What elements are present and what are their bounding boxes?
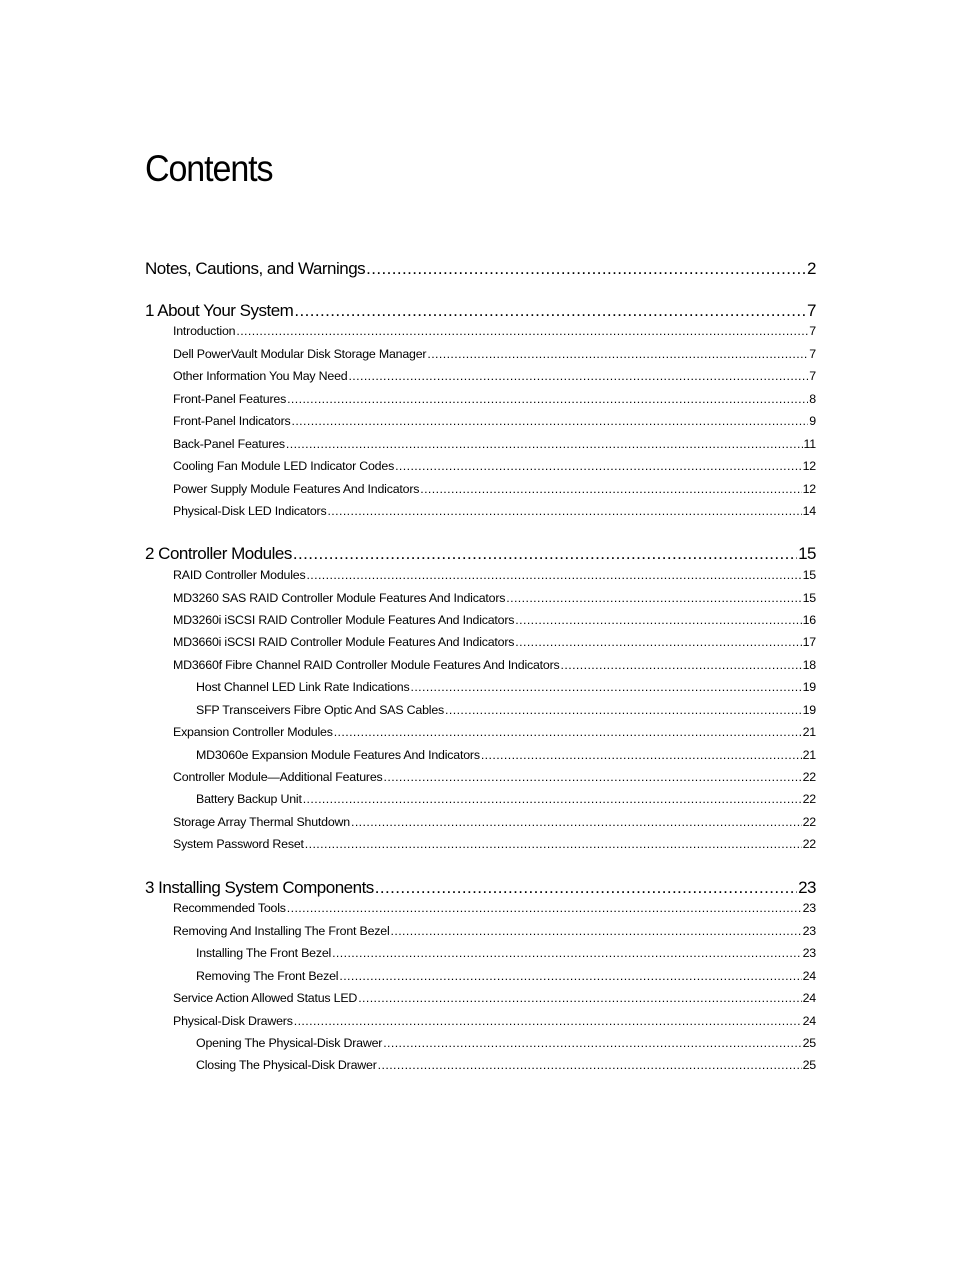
- toc-entry-label: System Password Reset: [173, 837, 304, 851]
- toc-entry-label: 3 Installing System Components: [145, 878, 374, 897]
- dot-leader: [506, 590, 801, 607]
- toc-entry-label: Cooling Fan Module LED Indicator Codes: [173, 459, 395, 473]
- toc-entry-page-number: 15: [798, 544, 816, 563]
- page-title: Contents: [145, 148, 273, 189]
- dot-leader: [515, 612, 801, 629]
- toc-entry[interactable]: [173, 368, 816, 385]
- toc-entry-page-number: 7: [807, 301, 816, 320]
- toc-entry-label: Service Action Allowed Status LED: [173, 991, 358, 1005]
- dot-leader: [334, 724, 802, 741]
- dot-leader: [427, 346, 808, 363]
- toc-entry[interactable]: [173, 836, 816, 853]
- toc-entry-page-number: 9: [809, 414, 816, 428]
- dot-leader: [294, 1013, 802, 1030]
- dot-leader: [411, 679, 802, 696]
- toc-entry-page-number: 25: [802, 1058, 816, 1072]
- toc-entry-label: Removing The Front Bezel: [196, 969, 339, 983]
- dot-leader: [236, 323, 808, 340]
- toc-entry-label: 1 About Your System: [145, 301, 294, 320]
- dot-leader: [332, 945, 802, 962]
- toc-entry-page-number: 23: [802, 924, 816, 938]
- toc-entry-label: Dell PowerVault Modular Disk Storage Manager: [173, 347, 427, 361]
- toc-entry-label: Battery Backup Unit: [196, 792, 302, 806]
- toc-entry-page-number: 7: [809, 347, 816, 361]
- dot-leader: [481, 747, 802, 764]
- toc-entry[interactable]: [196, 1035, 816, 1052]
- toc-entry[interactable]: [173, 724, 816, 741]
- dot-leader: [395, 458, 802, 475]
- toc-entry-page-number: 22: [802, 837, 816, 851]
- toc-entry-page-number: 12: [802, 482, 816, 496]
- toc-entry-label: Controller Module—Additional Features: [173, 770, 383, 784]
- toc-entry[interactable]: [173, 413, 816, 430]
- toc-chapter-entry[interactable]: [145, 300, 816, 322]
- toc-entry-page-number: 2: [807, 259, 816, 278]
- toc-entry[interactable]: [173, 346, 816, 363]
- toc-entry[interactable]: [173, 814, 816, 831]
- toc-entry-page-number: 22: [802, 770, 816, 784]
- toc-entry[interactable]: [173, 567, 816, 584]
- toc-entry[interactable]: [196, 1057, 816, 1074]
- dot-leader: [420, 481, 801, 498]
- toc-entry[interactable]: [173, 612, 816, 629]
- dot-leader: [351, 814, 802, 831]
- toc-entry-page-number: 14: [802, 504, 816, 518]
- toc-entry-page-number: 25: [802, 1036, 816, 1050]
- toc-entry-label: Physical-Disk Drawers: [173, 1014, 293, 1028]
- toc-entry[interactable]: [173, 769, 816, 786]
- toc-entry-label: Back-Panel Features: [173, 437, 285, 451]
- toc-entry-label: MD3260 SAS RAID Controller Module Features And Indicators: [173, 591, 506, 605]
- toc-entry[interactable]: [173, 923, 816, 940]
- dot-leader: [378, 1057, 802, 1074]
- toc-entry[interactable]: [196, 679, 816, 696]
- dot-leader: [515, 634, 801, 651]
- dot-leader: [339, 968, 801, 985]
- toc-entry[interactable]: [173, 503, 816, 520]
- toc-entry-label: Front-Panel Features: [173, 392, 287, 406]
- dot-leader: [287, 391, 808, 408]
- toc-entry-label: Expansion Controller Modules: [173, 725, 333, 739]
- toc-entry-page-number: 23: [802, 946, 816, 960]
- toc-entry[interactable]: [196, 791, 816, 808]
- toc-chapter-entry[interactable]: [145, 543, 816, 565]
- toc-entry-page-number: 23: [802, 901, 816, 915]
- toc-entry[interactable]: [173, 436, 816, 453]
- toc-entry-page-number: 12: [802, 459, 816, 473]
- toc-entry-page-number: 24: [802, 1014, 816, 1028]
- toc-entry-page-number: 16: [802, 613, 816, 627]
- dot-leader: [391, 923, 802, 940]
- dot-leader: [445, 702, 802, 719]
- toc-entry[interactable]: [173, 900, 816, 917]
- toc-entry[interactable]: [196, 702, 816, 719]
- toc-entry[interactable]: [173, 1013, 816, 1030]
- toc-entry-page-number: 22: [802, 815, 816, 829]
- toc-entry-label: Power Supply Module Features And Indicators: [173, 482, 420, 496]
- dot-leader: [366, 258, 806, 280]
- toc-entry-label: 2 Controller Modules: [145, 544, 292, 563]
- toc-entry[interactable]: [173, 590, 816, 607]
- dot-leader: [287, 900, 802, 917]
- toc-entry-label: SFP Transceivers Fibre Optic And SAS Cables: [196, 703, 445, 717]
- toc-entry[interactable]: [196, 747, 816, 764]
- dot-leader: [303, 791, 802, 808]
- toc-entry-label: MD3660f Fibre Channel RAID Controller Module Features And Indicators: [173, 658, 560, 672]
- toc-chapter-entry[interactable]: [145, 877, 816, 899]
- dot-leader: [358, 990, 801, 1007]
- toc-entry-label: Physical-Disk LED Indicators: [173, 504, 327, 518]
- toc-entry[interactable]: [173, 323, 816, 340]
- toc-entry[interactable]: [173, 391, 816, 408]
- dot-leader: [561, 657, 802, 674]
- toc-entry-page-number: 18: [802, 658, 816, 672]
- toc-entry-page-number: 23: [798, 878, 816, 897]
- toc-entry-label: RAID Controller Modules: [173, 568, 306, 582]
- toc-entry-label: Installing The Front Bezel: [196, 946, 332, 960]
- dot-leader: [286, 436, 803, 453]
- toc-entry-page-number: 22: [802, 792, 816, 806]
- toc-entry-label: Host Channel LED Link Rate Indications: [196, 680, 410, 694]
- toc-entry[interactable]: [196, 945, 816, 962]
- dot-leader: [327, 503, 801, 520]
- toc-entry-label: MD3260i iSCSI RAID Controller Module Features And Indicators: [173, 613, 515, 627]
- toc-entry-page-number: 8: [809, 392, 816, 406]
- toc-entry-page-number: 19: [802, 703, 816, 717]
- toc-entry-page-number: 7: [809, 324, 816, 338]
- toc-entry[interactable]: [173, 990, 816, 1007]
- dot-leader: [293, 543, 797, 565]
- dot-leader: [292, 413, 809, 430]
- dot-leader: [383, 1035, 801, 1052]
- toc-entry-page-number: 21: [802, 725, 816, 739]
- toc-entry-page-number: 15: [802, 591, 816, 605]
- toc-entry[interactable]: [196, 968, 816, 985]
- toc-entry[interactable]: [173, 634, 816, 651]
- dot-leader: [348, 368, 808, 385]
- toc-entry-page-number: 19: [802, 680, 816, 694]
- toc-entry-page-number: 24: [802, 991, 816, 1005]
- toc-entry-label: MD3660i iSCSI RAID Controller Module Features And Indicators: [173, 635, 515, 649]
- toc-entry-label: Other Information You May Need: [173, 369, 348, 383]
- toc-entry-page-number: 21: [802, 748, 816, 762]
- toc-entry-label: Removing And Installing The Front Bezel: [173, 924, 390, 938]
- dot-leader: [294, 300, 806, 322]
- toc-entry-label: Closing The Physical-Disk Drawer: [196, 1058, 377, 1072]
- toc-entry[interactable]: [173, 458, 816, 475]
- toc-entry-label: Storage Array Thermal Shutdown: [173, 815, 350, 829]
- toc-entry-label: MD3060e Expansion Module Features And Indicators: [196, 748, 480, 762]
- toc-entry-page-number: 7: [809, 369, 816, 383]
- toc-entry[interactable]: [173, 657, 816, 674]
- toc-chapter-entry[interactable]: [145, 258, 816, 280]
- toc-entry-page-number: 15: [802, 568, 816, 582]
- dot-leader: [375, 877, 797, 899]
- toc-entry-label: Notes, Cautions, and Warnings: [145, 259, 366, 278]
- toc-entry-page-number: 11: [803, 437, 816, 451]
- dot-leader: [384, 769, 802, 786]
- toc-entry[interactable]: [173, 481, 816, 498]
- toc-entry-label: Opening The Physical-Disk Drawer: [196, 1036, 383, 1050]
- toc-entry-page-number: 17: [802, 635, 816, 649]
- toc-entry-label: Introduction: [173, 324, 236, 338]
- toc-entry-page-number: 24: [802, 969, 816, 983]
- toc-entry-label: Front-Panel Indicators: [173, 414, 291, 428]
- dot-leader: [306, 567, 801, 584]
- toc-entry-label: Recommended Tools: [173, 901, 286, 915]
- dot-leader: [305, 836, 802, 853]
